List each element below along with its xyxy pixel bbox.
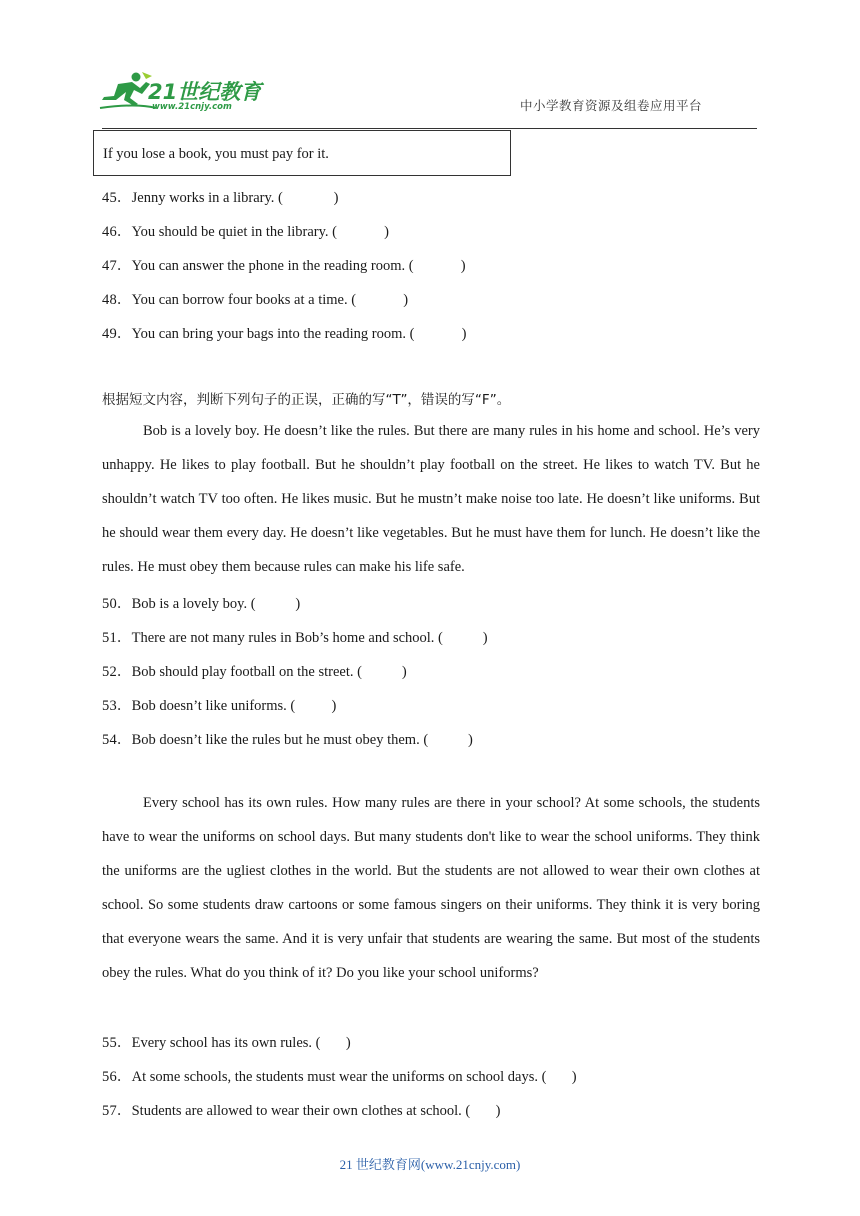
site-logo — [96, 70, 266, 116]
question-45: 45．Jenny works in a library. ( ) — [102, 190, 339, 206]
passage-school-rules: Every school has its own rules. How many rules are there in your school? At some schools, the students have to wear the uniforms on school days. But many students don't like to wear the school uniforms. They think the uniforms are the ugliest clothes in the world. But the students are not allowed to wear their own clothes at school. So some students draw cartoons or some famous singers on their uniforms. They think it is very boring that everyone wears the same. And it is very unfair that students are wearing the same. But most of the students obey the rules. What do you think of it? Do you like your school uniforms? — [102, 795, 760, 981]
question-49: 49．You can bring your bags into the reading room. ( ) — [102, 326, 467, 342]
question-57: 57．Students are allowed to wear their own clothes at school. ( ) — [102, 1103, 501, 1119]
question-46: 46．You should be quiet in the library. ( ) — [102, 224, 389, 240]
rule-box: If you lose a book, you must pay for it. — [93, 130, 511, 176]
logo-url: www.21cnjy.com — [152, 102, 232, 112]
section-instruction: 根据短文内容，判断下列句子的正误，正确的写“T”，错误的写“F”。 — [102, 392, 511, 408]
passage-bob: Bob is a lovely boy. He doesn’t like the rules. But there are many rules in his home and school. He’s very unhappy. He likes to play football. But he shouldn’t play football on the street. He likes to watch TV. But he shouldn’t watch TV too often. He likes music. But he mustn’t make noise too late. He doesn’t like uniforms. But he should wear them every day. He doesn’t like vegetables. But he must have them for lunch. He doesn’t like the rules. He must obey them because rules can make his life safe. — [102, 423, 760, 575]
question-51: 51．There are not many rules in Bob’s home and school. ( ) — [102, 630, 488, 646]
question-50: 50．Bob is a lovely boy. ( ) — [102, 596, 301, 612]
question-48: 48．You can borrow four books at a time. ( ) — [102, 292, 409, 308]
question-54: 54．Bob doesn’t like the rules but he must obey them. ( ) — [102, 732, 473, 748]
logo-text: 21世纪教育 — [148, 80, 262, 104]
question-52: 52．Bob should play football on the street. ( ) — [102, 664, 407, 680]
question-53: 53．Bob doesn’t like uniforms. ( ) — [102, 698, 337, 714]
page-footer: 21 世纪教育网(www.21cnjy.com) — [339, 1157, 521, 1172]
question-56: 56．At some schools, the students must wear the uniforms on school days. ( ) — [102, 1069, 577, 1085]
question-47: 47．You can answer the phone in the reading room. ( ) — [102, 258, 466, 274]
question-55: 55．Every school has its own rules. ( ) — [102, 1035, 351, 1051]
platform-title: 中小学教育资源及组卷应用平台 — [520, 98, 703, 113]
header-divider — [102, 128, 757, 129]
